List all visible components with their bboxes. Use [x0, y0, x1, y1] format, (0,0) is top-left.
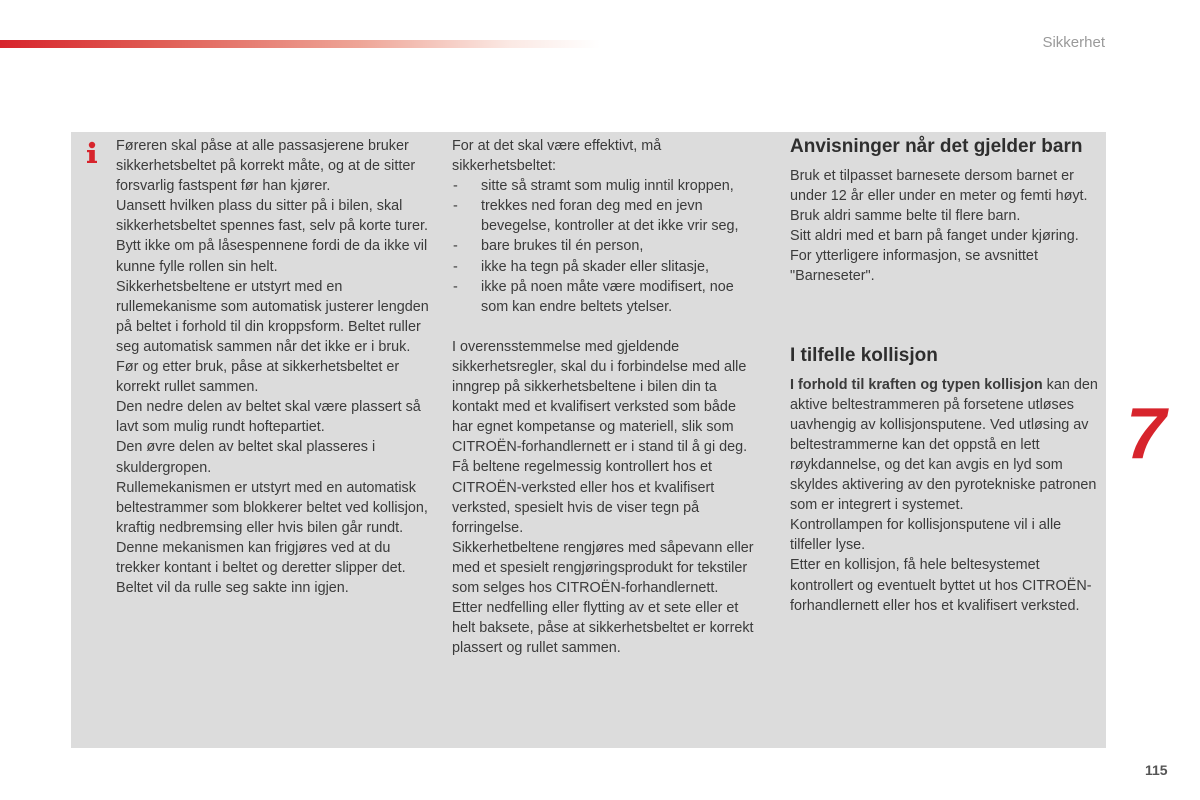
paragraph: Få beltene regelmessig kontrollert hos et CITROËN-verksted eller hos et kvalifisert verksted, spesielt hvis de viser tegn på forringelse.: [452, 459, 715, 536]
bold-lead-text: I forhold til kraften og typen kollisjon: [790, 376, 1043, 393]
paragraph: Etter en kollisjon, få hele beltesystemet kontrollert og eventuelt byttet ut hos CITROËN-forhandlernett eller hos et kvalifisert verksted.: [790, 557, 1092, 614]
paragraph: Sitt aldri med et barn på fanget under kjøring.: [790, 228, 1079, 245]
header-accent-bar: [0, 40, 600, 48]
heading-collision: I tilfelle kollisjon: [790, 344, 938, 366]
paragraph: Kontrollampen for kollisjonsputene vil i alle tilfeller lyse.: [790, 517, 1062, 554]
list-item: - trekkes ned foran deg med en jevn bevegelse, kontroller at det ikke vrir seg,: [452, 196, 760, 236]
list-item: - bare brukes til én person,: [452, 236, 760, 256]
column-seatbelt-effectiveness: [452, 136, 760, 658]
list-item: - ikke ha tegn på skader eller slitasje,: [452, 257, 760, 277]
list-item: - sitte så stramt som mulig inntil kroppen,: [452, 176, 760, 196]
list-item: - ikke på noen måte være modifisert, noe som kan endre beltets ytelser.: [452, 277, 760, 317]
paragraph: Sikkerhetsbeltene er utstyrt med en rullemekanisme som automatisk justerer lengden på beltet i forhold til din kroppsform. Beltet ruller seg automatisk sammen når det ikke er i bruk.: [116, 278, 429, 355]
paragraph: Før og etter bruk, påse at sikkerhetsbeltet er korrekt rullet sammen.: [116, 359, 400, 396]
page-number: 115: [1145, 762, 1168, 778]
intro-paragraph: For at det skal være effektivt, må sikkerhetsbeltet:: [452, 138, 662, 175]
lead-rest-text: kan den aktive beltestrammeren på forsetene utløses uavhengig av kollisjonsputene. Ved utløsing av beltestrammerne kan det oppstå en lett røykdannelse, og det kan avgis en lyd som skyldes aktivering av den pyrotekniske patronen som er integrert i systemet.: [790, 376, 1098, 514]
paragraph: I overensstemmelse med gjeldende sikkerhetsregler, skal du i forbindelse med alle inngrep på sikkerhetsbeltene i bilen din ta kontakt med et kvalifisert verksted som både har egnet kompetanse og materiell, slik som CITROËN-forhandlernett er i stand til å gi deg.: [452, 338, 748, 456]
column-seatbelt-usage: [116, 136, 434, 598]
paragraph: Bruk aldri samme belte til flere barn.: [790, 208, 1021, 225]
column-children-and-collision: [790, 134, 1102, 616]
section-title: Sikkerhet: [1042, 34, 1105, 51]
paragraph: Bytt ikke om på låsespennene fordi de da ikke vil kunne fylle rollen sin helt.: [116, 238, 428, 275]
paragraph: Bruk et tilpasset barnesete dersom barnet er under 12 år eller under en meter og femti høyt.: [790, 168, 1088, 205]
info-icon-graphic: [84, 141, 100, 165]
paragraph: Rullemekanismen er utstyrt med en automatisk beltestrammer som blokkerer beltet ved kollisjon, kraftig nedbremsing eller hvis bilen går rundt. Denne mekanismen kan frigjøres ved at du trekker kontant i beltet og deretter slipper det. Beltet vil da rulle seg sakte inn igjen.: [116, 479, 428, 597]
paragraph: Uansett hvilken plass du sitter på i bilen, skal sikkerhetsbeltet spennes fast, selv på korte turer.: [116, 198, 428, 235]
paragraph: Den øvre delen av beltet skal plasseres i skuldergropen.: [116, 439, 376, 476]
heading-children: Anvisninger når det gjelder barn: [790, 136, 1083, 157]
paragraph: Føreren skal påse at alle passasjerene bruker sikkerhetsbeltet på korrekt måte, og at de sitter forsvarlig fastspent før han kjører.: [116, 138, 416, 195]
paragraph: For ytterligere informasjon, se avsnittet "Barneseter".: [790, 248, 1038, 285]
paragraph: Den nedre delen av beltet skal være plassert så lavt som mulig rundt hoftepartiet.: [116, 399, 421, 436]
requirements-list: [452, 176, 760, 317]
paragraph: Sikkerhetbeltene rengjøres med såpevann eller med et spesielt rengjøringsprodukt for tekstiler som selges hos CITROËN-forhandlernett.: [452, 539, 754, 596]
chapter-number: 7: [1126, 394, 1167, 474]
paragraph: Etter nedfelling eller flytting av et sete eller et helt baksete, påse at sikkerhetsbeltet er korrekt plassert og rullet sammen.: [452, 600, 754, 657]
paragraph: [790, 375, 1102, 516]
info-icon: [84, 141, 100, 165]
